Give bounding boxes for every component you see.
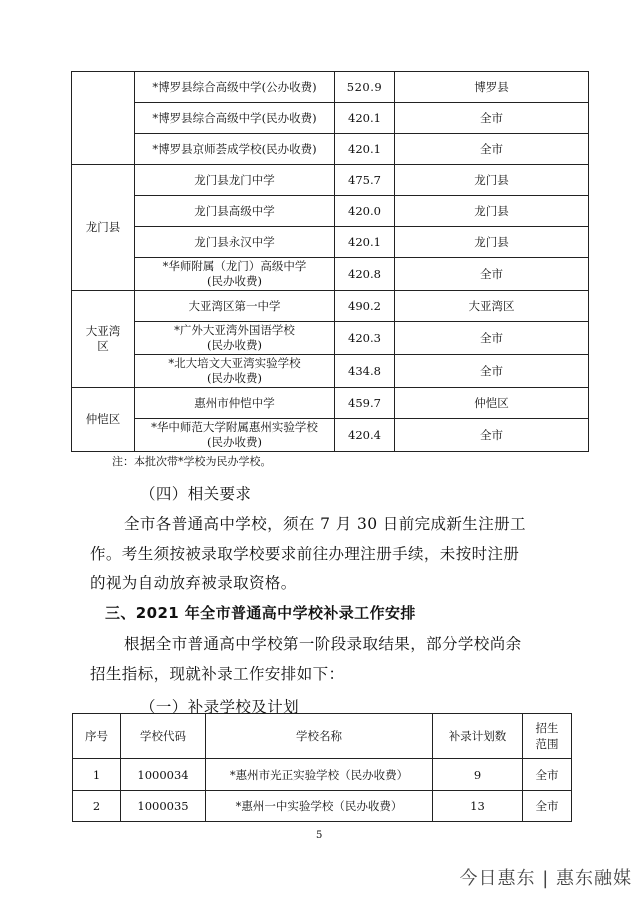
scope-cell: 全市 bbox=[395, 103, 589, 134]
admission-score-table bbox=[71, 71, 589, 452]
header-cell: 序号 bbox=[73, 714, 121, 759]
section-3-heading: 三、2021 年全市普通高中学校补录工作安排 bbox=[105, 604, 416, 622]
school-cell: 大亚湾区第一中学 bbox=[135, 291, 335, 322]
header-cell: 补录计划数 bbox=[433, 714, 523, 759]
school-cell: 龙门县高级中学 bbox=[135, 196, 335, 227]
paragraph-line: 招生指标，现就补录工作安排如下： bbox=[90, 665, 345, 683]
table-cell: 1 bbox=[73, 759, 121, 791]
school-cell bbox=[135, 419, 335, 452]
score-cell: 459.7 bbox=[335, 388, 395, 419]
score-cell: 490.2 bbox=[335, 291, 395, 322]
school-name-line: (民办收费) bbox=[207, 435, 262, 449]
school-cell: 龙门县龙门中学 bbox=[135, 165, 335, 196]
school-name-line: (民办收费) bbox=[207, 371, 262, 385]
school-name-line: *华师附属（龙门）高级中学 bbox=[162, 259, 307, 273]
watermark: 今日惠东 | 惠东融媒 bbox=[459, 868, 632, 889]
scope-cell: 全市 bbox=[395, 419, 589, 452]
scope-cell: 博罗县 bbox=[395, 72, 589, 103]
table-cell: 1000034 bbox=[121, 759, 206, 791]
scope-cell: 全市 bbox=[395, 134, 589, 165]
district-cell bbox=[72, 291, 135, 388]
table-cell: 全市 bbox=[523, 791, 572, 822]
school-cell: 惠州市仲恺中学 bbox=[135, 388, 335, 419]
scope-cell: 仲恺区 bbox=[395, 388, 589, 419]
school-cell: *博罗县京师荟成学校(民办收费) bbox=[135, 134, 335, 165]
score-cell: 434.8 bbox=[335, 355, 395, 388]
school-cell: *博罗县综合高级中学(公办收费) bbox=[135, 72, 335, 103]
table-cell: 13 bbox=[433, 791, 523, 822]
school-name-line: *华中师范大学附属惠州实验学校 bbox=[151, 420, 318, 434]
section-4-heading: （四）相关要求 bbox=[140, 485, 252, 503]
table-cell: 9 bbox=[433, 759, 523, 791]
school-cell bbox=[135, 258, 335, 291]
scope-cell: 龙门县 bbox=[395, 227, 589, 258]
score-cell: 420.1 bbox=[335, 227, 395, 258]
school-cell bbox=[135, 322, 335, 355]
score-cell: 420.1 bbox=[335, 103, 395, 134]
score-cell: 475.7 bbox=[335, 165, 395, 196]
score-cell: 420.1 bbox=[335, 134, 395, 165]
school-name-line: (民办收费) bbox=[207, 338, 262, 352]
scope-cell: 全市 bbox=[395, 258, 589, 291]
score-cell: 420.8 bbox=[335, 258, 395, 291]
district-cell: 龙门县 bbox=[72, 165, 135, 291]
header-cell bbox=[523, 714, 572, 759]
score-cell: 420.0 bbox=[335, 196, 395, 227]
score-cell: 420.4 bbox=[335, 419, 395, 452]
scope-cell: 龙门县 bbox=[395, 165, 589, 196]
scope-cell: 大亚湾区 bbox=[395, 291, 589, 322]
score-cell: 420.3 bbox=[335, 322, 395, 355]
table-row bbox=[73, 759, 572, 791]
table-note: 注：本批次带*学校为民办学校。 bbox=[112, 455, 272, 468]
school-cell bbox=[135, 355, 335, 388]
district-cell: 仲恺区 bbox=[72, 388, 135, 452]
table-cell: 2 bbox=[73, 791, 121, 822]
score-cell: 520.9 bbox=[335, 72, 395, 103]
paragraph-line: 作。考生须按被录取学校要求前往办理注册手续，未按时注册 bbox=[90, 545, 520, 563]
header-cell: 学校代码 bbox=[121, 714, 206, 759]
district-cell bbox=[72, 72, 135, 165]
school-name-line: *北大培文大亚湾实验学校 bbox=[168, 356, 301, 370]
table-cell: 1000035 bbox=[121, 791, 206, 822]
paragraph-line: 的视为自动放弃被录取资格。 bbox=[90, 574, 297, 592]
scope-cell: 全市 bbox=[395, 355, 589, 388]
table-cell: *惠州一中实验学校（民办收费） bbox=[206, 791, 433, 822]
scope-cell: 龙门县 bbox=[395, 196, 589, 227]
page-number: 5 bbox=[316, 830, 323, 841]
school-cell: *博罗县综合高级中学(民办收费) bbox=[135, 103, 335, 134]
paragraph-line: 全市各普通高中学校，须在 7 月 30 日前完成新生注册工 bbox=[124, 515, 526, 533]
school-cell: 龙门县永汉中学 bbox=[135, 227, 335, 258]
header-line: 招生 bbox=[535, 721, 559, 735]
header-cell: 学校名称 bbox=[206, 714, 433, 759]
school-name-line: *广外大亚湾外国语学校 bbox=[174, 323, 295, 337]
district-line: 大亚湾 bbox=[85, 324, 121, 338]
paragraph-line: 根据全市普通高中学校第一阶段录取结果，部分学校尚余 bbox=[124, 635, 522, 653]
table-row bbox=[73, 791, 572, 822]
subsection-heading: （一）补录学校及计划 bbox=[140, 698, 300, 716]
supplementary-plan-table bbox=[72, 713, 572, 822]
district-line: 区 bbox=[97, 339, 109, 353]
table-cell: 全市 bbox=[523, 759, 572, 791]
scope-cell: 全市 bbox=[395, 322, 589, 355]
table-cell: *惠州市光正实验学校（民办收费） bbox=[206, 759, 433, 791]
school-name-line: (民办收费) bbox=[207, 274, 262, 288]
header-line: 范围 bbox=[535, 737, 559, 751]
